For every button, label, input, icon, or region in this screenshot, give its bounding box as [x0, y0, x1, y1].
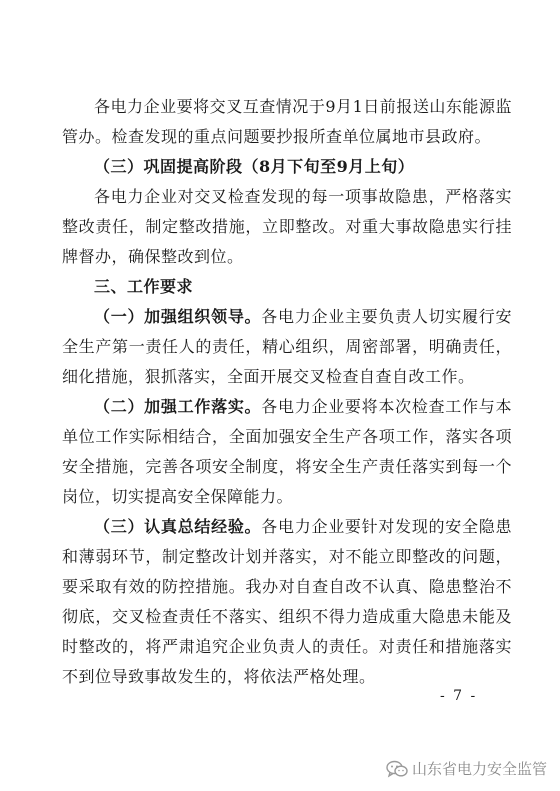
watermark-text: 山东省电力安全监管: [412, 760, 548, 778]
requirement-2: [62, 392, 512, 512]
document-body: [62, 92, 512, 692]
requirement-1-body: 各电力企业主要负责人切实履行安全生产第一责任人的责任，精心组织，周密部署，明确责任，细化措施，狠抓落实，全面开展交叉检查自查自改工作。: [62, 307, 512, 386]
page-number: - 7 -: [440, 688, 478, 704]
requirement-1-lead: （一）加强组织领导。: [94, 307, 262, 326]
section-3-heading: 三、工作要求: [94, 277, 194, 296]
requirement-2-body: 各电力企业要将本次检查工作与本单位工作实际相结合，全面加强安全生产各项工作，落实各项安全措施，完善各项安全制度，将安全生产责任落实到每一个岗位，切实提高安全保障能力。: [62, 397, 512, 506]
wechat-icon: [386, 760, 408, 778]
requirement-1: [62, 302, 512, 392]
requirement-3-lead: （三）认真总结经验。: [94, 517, 262, 536]
paragraph-report-deadline: 各电力企业要将交叉互查情况于9月1日前报送山东能源监管办。检查发现的重点问题要抄报所查单位属地市县政府。: [62, 97, 512, 146]
requirement-2-lead: （二）加强工作落实。: [94, 397, 262, 416]
paragraph-rectification: 各电力企业对交叉检查发现的每一项事故隐患，严格落实整改责任，制定整改措施，立即整改。对重大事故隐患实行挂牌督办，确保整改到位。: [62, 187, 512, 266]
requirement-3: [62, 512, 512, 692]
stage-3-heading: （三）巩固提高阶段（8月下旬至9月上旬）: [94, 157, 415, 176]
wechat-watermark: [386, 758, 547, 779]
requirement-3-body: 各电力企业要针对发现的安全隐患和薄弱环节，制定整改计划并落实，对不能立即整改的问题，要采取有效的防控措施。我办对自查自改不认真、隐患整治不彻底，交叉检查责任不落实、组织不得力造成重大隐患未能及时整改的，将严肃追究企业负责人的责任。对责任和措施落实不到位导致事故发生的，将依法严格处理。: [62, 517, 512, 686]
